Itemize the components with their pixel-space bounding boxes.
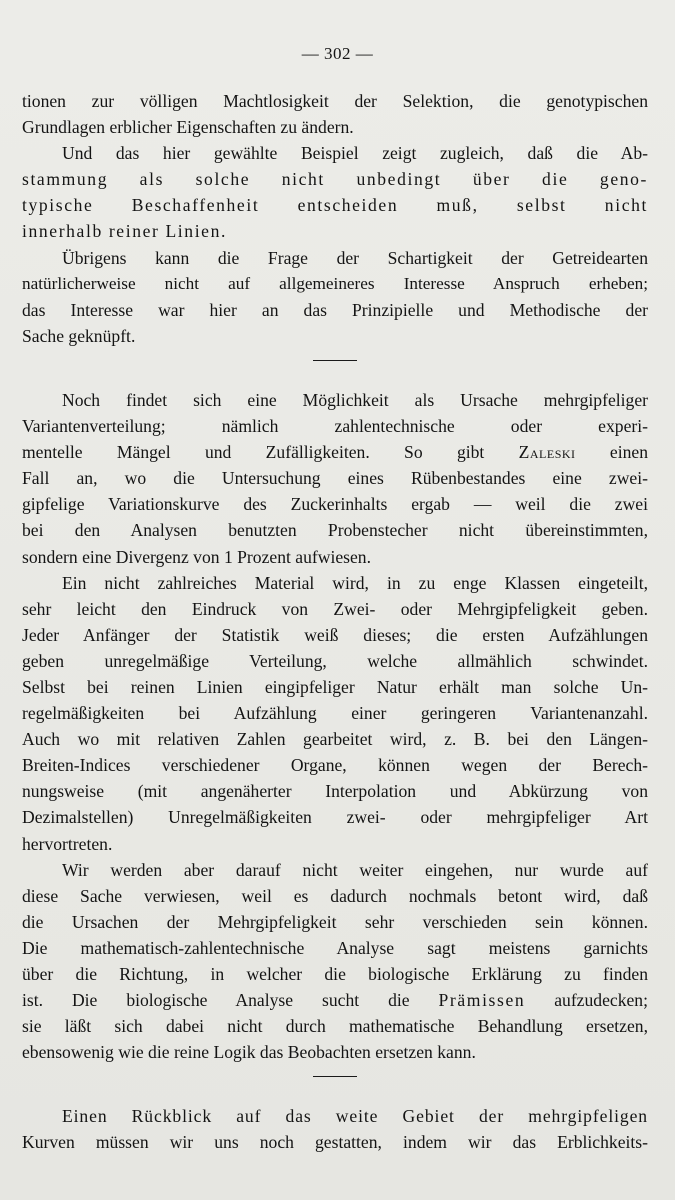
text-line: hervortreten.	[22, 833, 113, 854]
paragraph	[22, 570, 648, 857]
paragraph	[22, 387, 648, 570]
text-line: ebensowenig wie die reine Logik das Beobachten ersetzen kann.	[22, 1042, 476, 1063]
text-line: Jeder Anfänger der Statistik weiß dieses; die ersten Aufzählungen	[22, 624, 648, 645]
text-run: ist. Die biologische Analyse sucht die	[22, 990, 410, 1011]
paragraph	[22, 88, 648, 140]
text-line: über die Richtung, in welcher die biologische Erklärung zu finden	[22, 964, 648, 984]
text-line: Fall an, wo die Untersuchung eines Rübenbestandes eine zwei-	[22, 468, 648, 489]
text-line: typische Beschaffenheit entscheiden muß, selbst nicht	[22, 195, 648, 216]
paragraph	[22, 245, 648, 349]
text-line: stammung als solche nicht unbedingt über die geno-	[22, 169, 648, 190]
text-line: Breiten-Indices verschiedener Organe, können wegen der Berech-	[22, 755, 648, 776]
text-line: bei den Analysen benutzten Probenstecher nicht übereinstimmten,	[22, 520, 648, 541]
text-run: aufzudecken;	[554, 990, 648, 1011]
text-line: Auch wo mit relativen Zahlen gearbeitet wird, z. B. bei den Längen-	[22, 729, 648, 750]
text-line: tionen zur völligen Machtlosigkeit der Selektion, die genotypischen	[22, 91, 648, 111]
text-line: Variantenverteilung; nämlich zahlentechnische oder experi-	[22, 416, 648, 437]
paragraph	[22, 857, 648, 1066]
text-run: mentelle Mängel und Zufälligkeiten. So gibt	[22, 442, 485, 463]
text-line: sie läßt sich dabei nicht durch mathematische Behandlung ersetzen,	[22, 1016, 648, 1037]
text-line	[22, 987, 648, 1013]
text-line	[22, 439, 648, 465]
text-line: Ein nicht zahlreiches Material wird, in zu enge Klassen eingeteilt,	[62, 572, 648, 593]
text-line: Einen Rückblick auf das weite Gebiet der mehrgipfeligen	[62, 1106, 648, 1127]
text-line: Grundlagen erblicher Eigenschaften zu ändern.	[22, 117, 354, 138]
text-line: Kurven müssen wir uns noch gestatten, indem wir das Erblichkeits-	[22, 1132, 648, 1153]
text-line: Sache geknüpft.	[22, 325, 136, 346]
text-line: diese Sache verwiesen, weil es dadurch nochmals betont wird, daß	[22, 885, 648, 906]
text-line: innerhalb reiner Linien.	[22, 221, 227, 242]
author-name: Zaleski	[518, 442, 576, 463]
text-line: das Interesse war hier an das Prinzipielle und Methodische der	[22, 299, 648, 320]
text-line: Die mathematisch-zahlentechnische Analyse sagt meistens garnichts	[22, 937, 648, 958]
text-line: regelmäßigkeiten bei Aufzählung einer geringeren Variantenanzahl.	[22, 703, 648, 724]
text-line: die Ursachen der Mehrgipfeligkeit sehr verschieden sein können.	[22, 911, 648, 932]
paragraph	[22, 1103, 648, 1155]
text-line: Wir werden aber darauf nicht weiter eingehen, nur wurde auf	[62, 859, 648, 880]
text-line: Dezimalstellen) Unregelmäßigkeiten zwei- oder mehrgipfeliger Art	[22, 807, 648, 828]
text-line: Übrigens kann die Frage der Schartigkeit der Getreidearten	[62, 247, 648, 268]
paragraph	[22, 140, 648, 244]
text-line: nungsweise (mit angenäherter Interpolation und Abkürzung von	[22, 781, 648, 802]
text-line: sehr leicht den Eindruck von Zwei- oder Mehrgipfeligkeit geben.	[22, 598, 648, 619]
text-line: geben unregelmäßige Verteilung, welche allmählich schwindet.	[22, 650, 648, 671]
section-divider	[313, 360, 357, 361]
text-line: Und das hier gewählte Beispiel zeigt zugleich, daß die Ab-	[62, 143, 648, 164]
text-run: einen	[609, 442, 648, 463]
text-line: sondern eine Divergenz von 1 Prozent aufwiesen.	[22, 546, 371, 567]
text-line: Noch findet sich eine Möglichkeit als Ursache mehrgipfeliger	[62, 389, 648, 410]
emphasized-word: Prämissen	[438, 990, 526, 1011]
text-line: Selbst bei reinen Linien eingipfeliger Natur erhält man solche Un-	[22, 676, 648, 697]
text-line: gipfelige Variationskurve des Zuckerinhalts ergab — weil die zwei	[22, 494, 648, 515]
section-divider	[313, 1076, 357, 1077]
page-number: — 302 —	[301, 44, 374, 63]
body-text	[22, 88, 648, 1156]
text-line: natürlicherweise nicht auf allgemeineres Interesse Anspruch erheben;	[22, 273, 648, 293]
